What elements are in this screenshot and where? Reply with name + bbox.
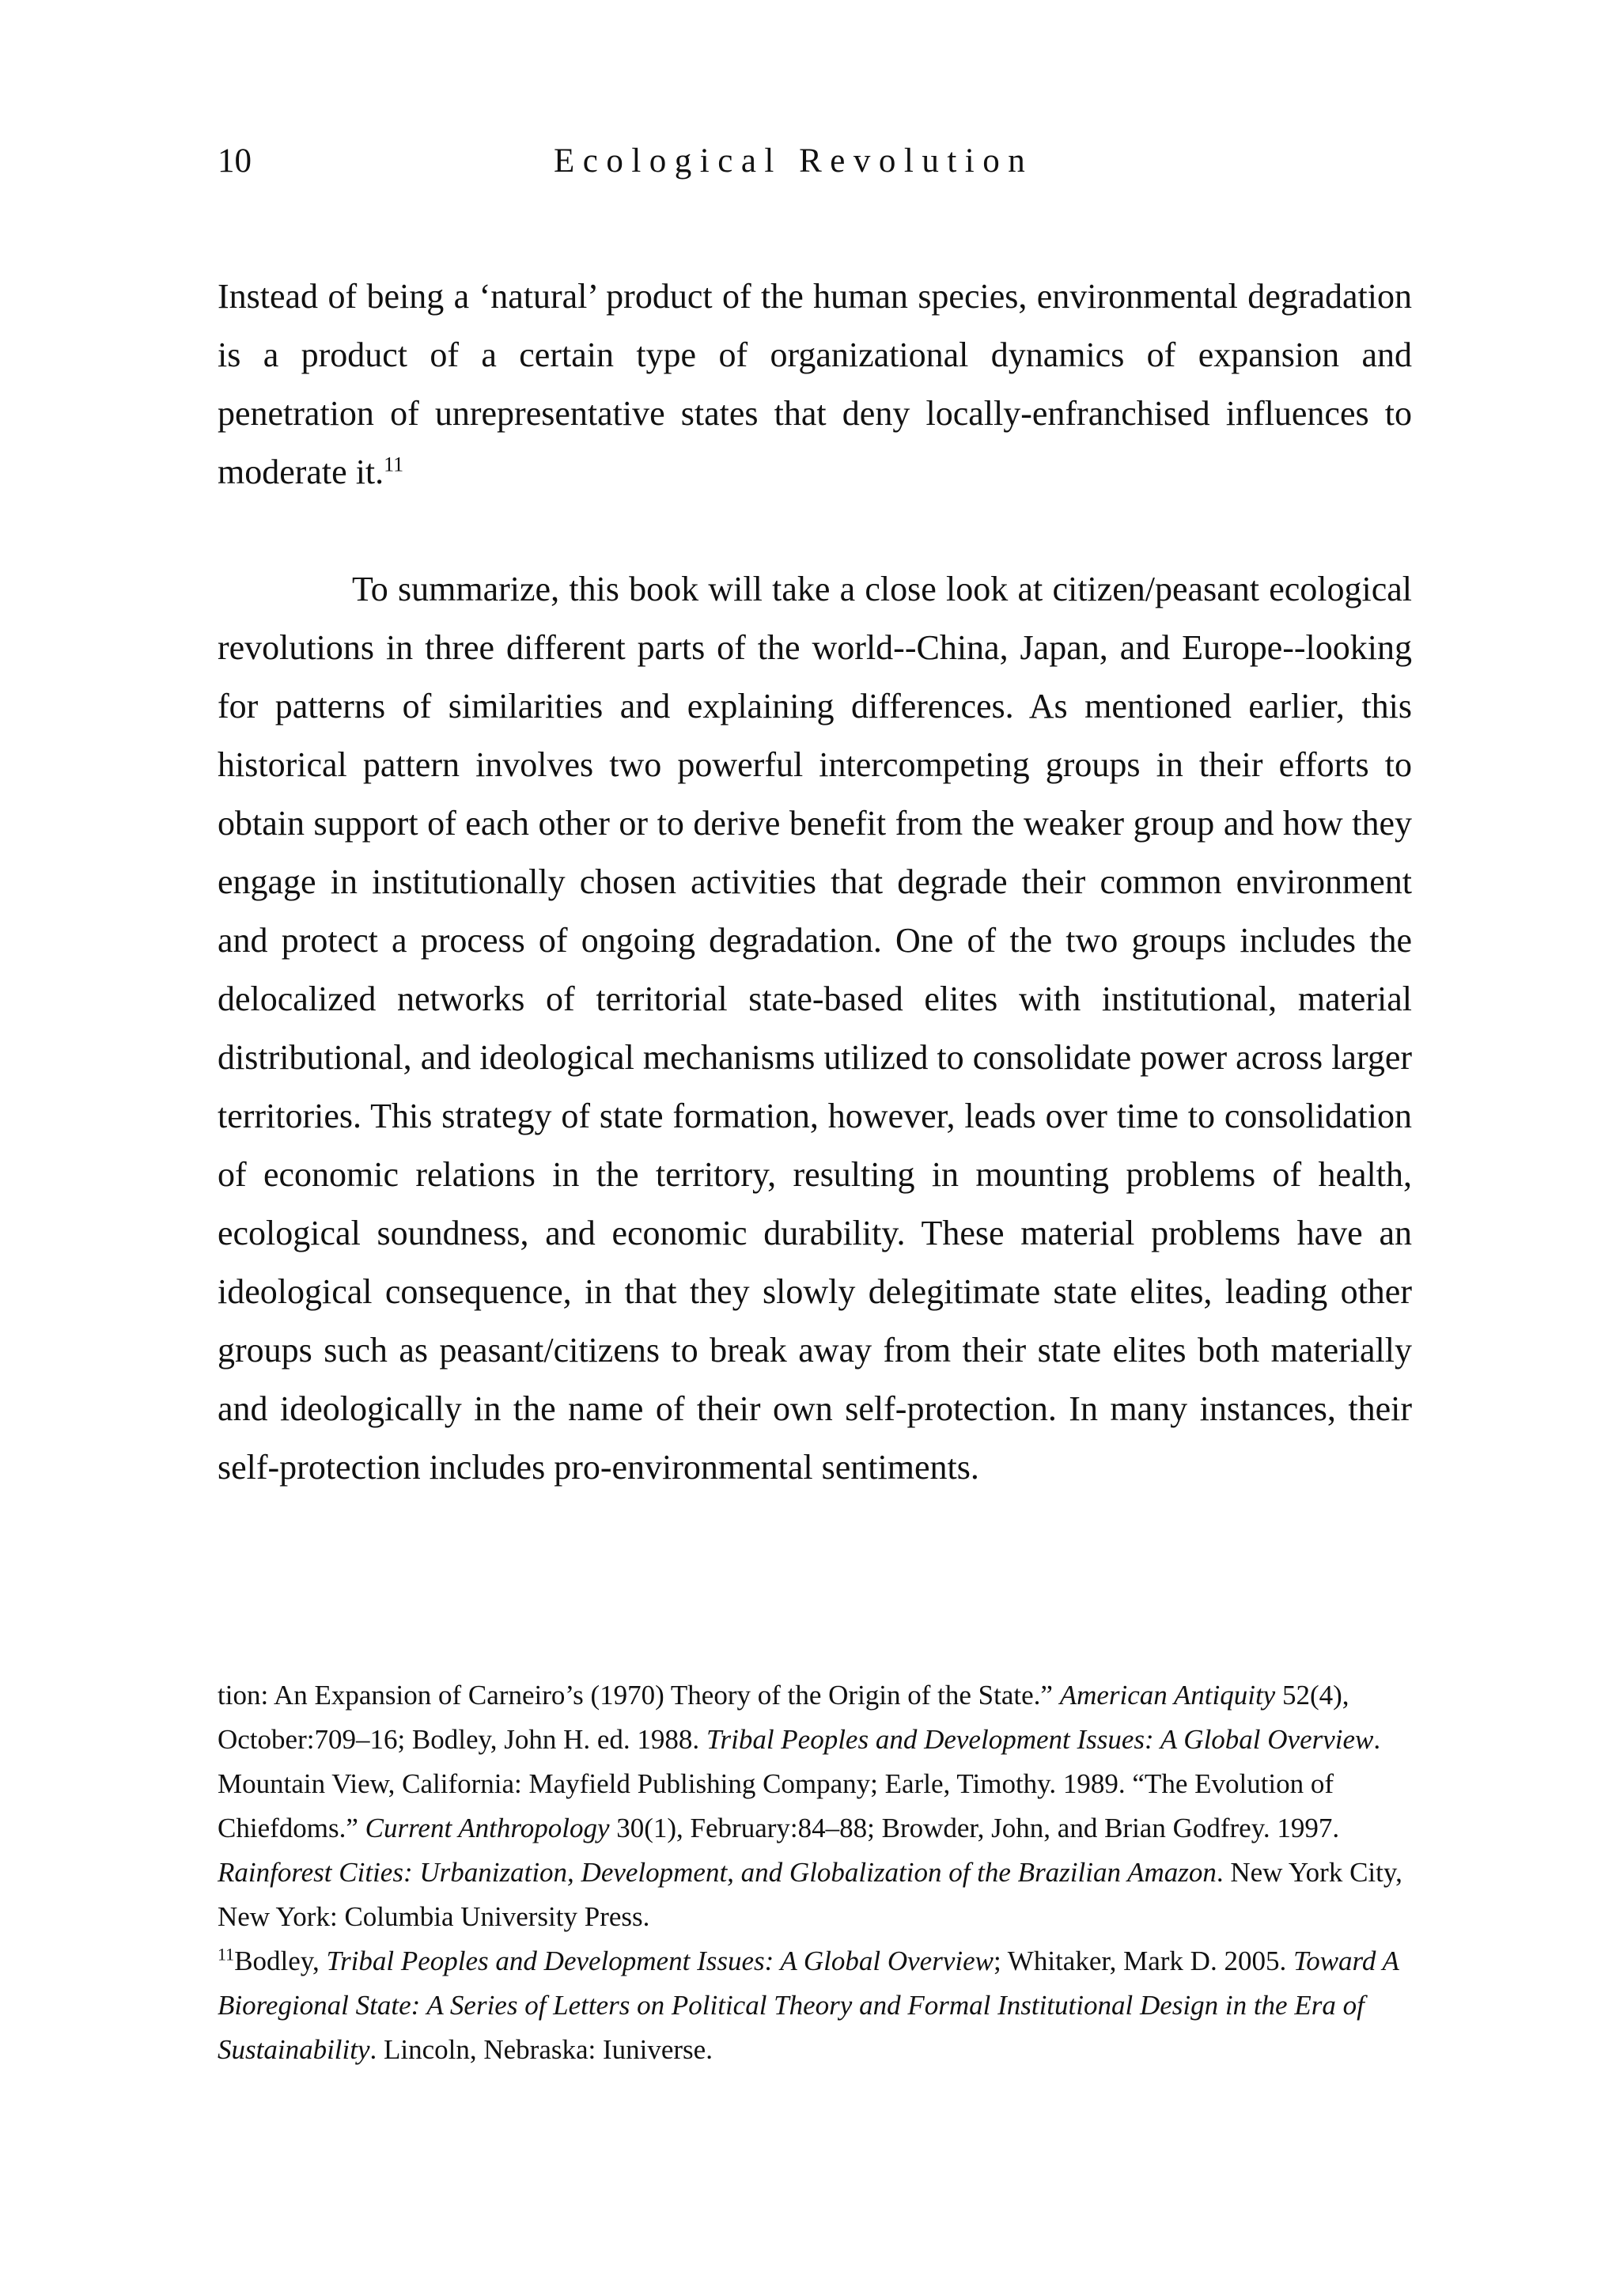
paragraph-1-text: Instead of being a ‘natural’ product of the human species, environmental degradation is a product of a certain type of organizational dynamics of expansion and penetration of unrepresentative states that deny locally-enfranchised influences to moderate it. xyxy=(218,277,1412,491)
footnote-continued-text: tion: An Expansion of Carneiro’s (1970) Theory of the Origin of the State.” xyxy=(218,1680,1060,1711)
footnote-ref-11[interactable]: 11 xyxy=(384,453,404,476)
footnote-continued-title: Current Anthropology xyxy=(365,1813,610,1843)
running-head: Ecological Revolution xyxy=(554,142,1034,180)
footnote-continued-text: . Mountain View, California: Mayfield Publishing Company; Earle, Timothy. 1989. “The Evolution of Chiefdoms.” xyxy=(218,1724,1381,1843)
footnote-continued-title: Tribal Peoples and Development Issues: A Global Overview xyxy=(706,1724,1374,1755)
footnote-11 xyxy=(218,1939,1404,2072)
footnote-11-title: Tribal Peoples and Development Issues: A Global Overview xyxy=(326,1946,994,1976)
footnote-11-text: . Lincoln, Nebraska: Iuniverse. xyxy=(369,2034,713,2065)
footnote-continued-title: American Antiquity xyxy=(1059,1680,1276,1711)
footnote-11-text: ; Whitaker, Mark D. 2005. xyxy=(993,1946,1293,1976)
footnote-11-title: Toward A Bioregional State: A Series of Letters on Political Theory and Formal Institutional Design in the Era of Sustainability xyxy=(218,1946,1399,2065)
footnote-continued-title: Rainforest Cities: Urbanization, Development, and Globalization of the Brazilian Amazon xyxy=(218,1857,1217,1888)
footnote-11-number: 11 xyxy=(218,1944,235,1964)
paragraph-1 xyxy=(218,267,1412,502)
paragraph-2: To summarize, this book will take a close look at citizen/peasant ecological revolutions in three different parts of the world--China, Japan, and Europe--looking for patterns of similarities and explaining differences. As mentioned earlier, this historical pattern involves two powerful intercompeting groups in their efforts to obtain support of each other or to derive benefit from the weaker group and how they engage in institutionally chosen activities that degrade their common environment and protect a process of ongoing degradation. One of the two groups includes the delocalized networks of territorial state-based elites with institutional, material distributional, and ideological mechanisms utilized to consolidate power across larger territories. This strategy of state formation, however, leads over time to consolidation of economic relations in the territory, resulting in mounting problems of health, ecological soundness, and economic durability. These material problems have an ideological consequence, in that they slowly delegitimate state elites, leading other groups such as peasant/citizens to break away from their state elites both materially and ideologically in the name of their own self-protection. In many instances, their self-protection includes pro-environmental sentiments. xyxy=(218,570,1412,1487)
footnote-continued xyxy=(218,1673,1404,1939)
footnote-continued-text: 52(4), October:709–16; Bodley, John H. ed. 1988. xyxy=(218,1680,1349,1755)
page-number: 10 xyxy=(218,142,252,180)
footnotes xyxy=(218,1673,1404,2072)
main-text xyxy=(218,267,1412,1497)
footnote-continued-text: 30(1), February:84–88; Browder, John, and Brian Godfrey. 1997. xyxy=(609,1813,1340,1843)
footnote-11-text: Bodley, xyxy=(234,1946,327,1976)
footnote-continued-text: . New York City, New York: Columbia University Press. xyxy=(218,1857,1402,1932)
